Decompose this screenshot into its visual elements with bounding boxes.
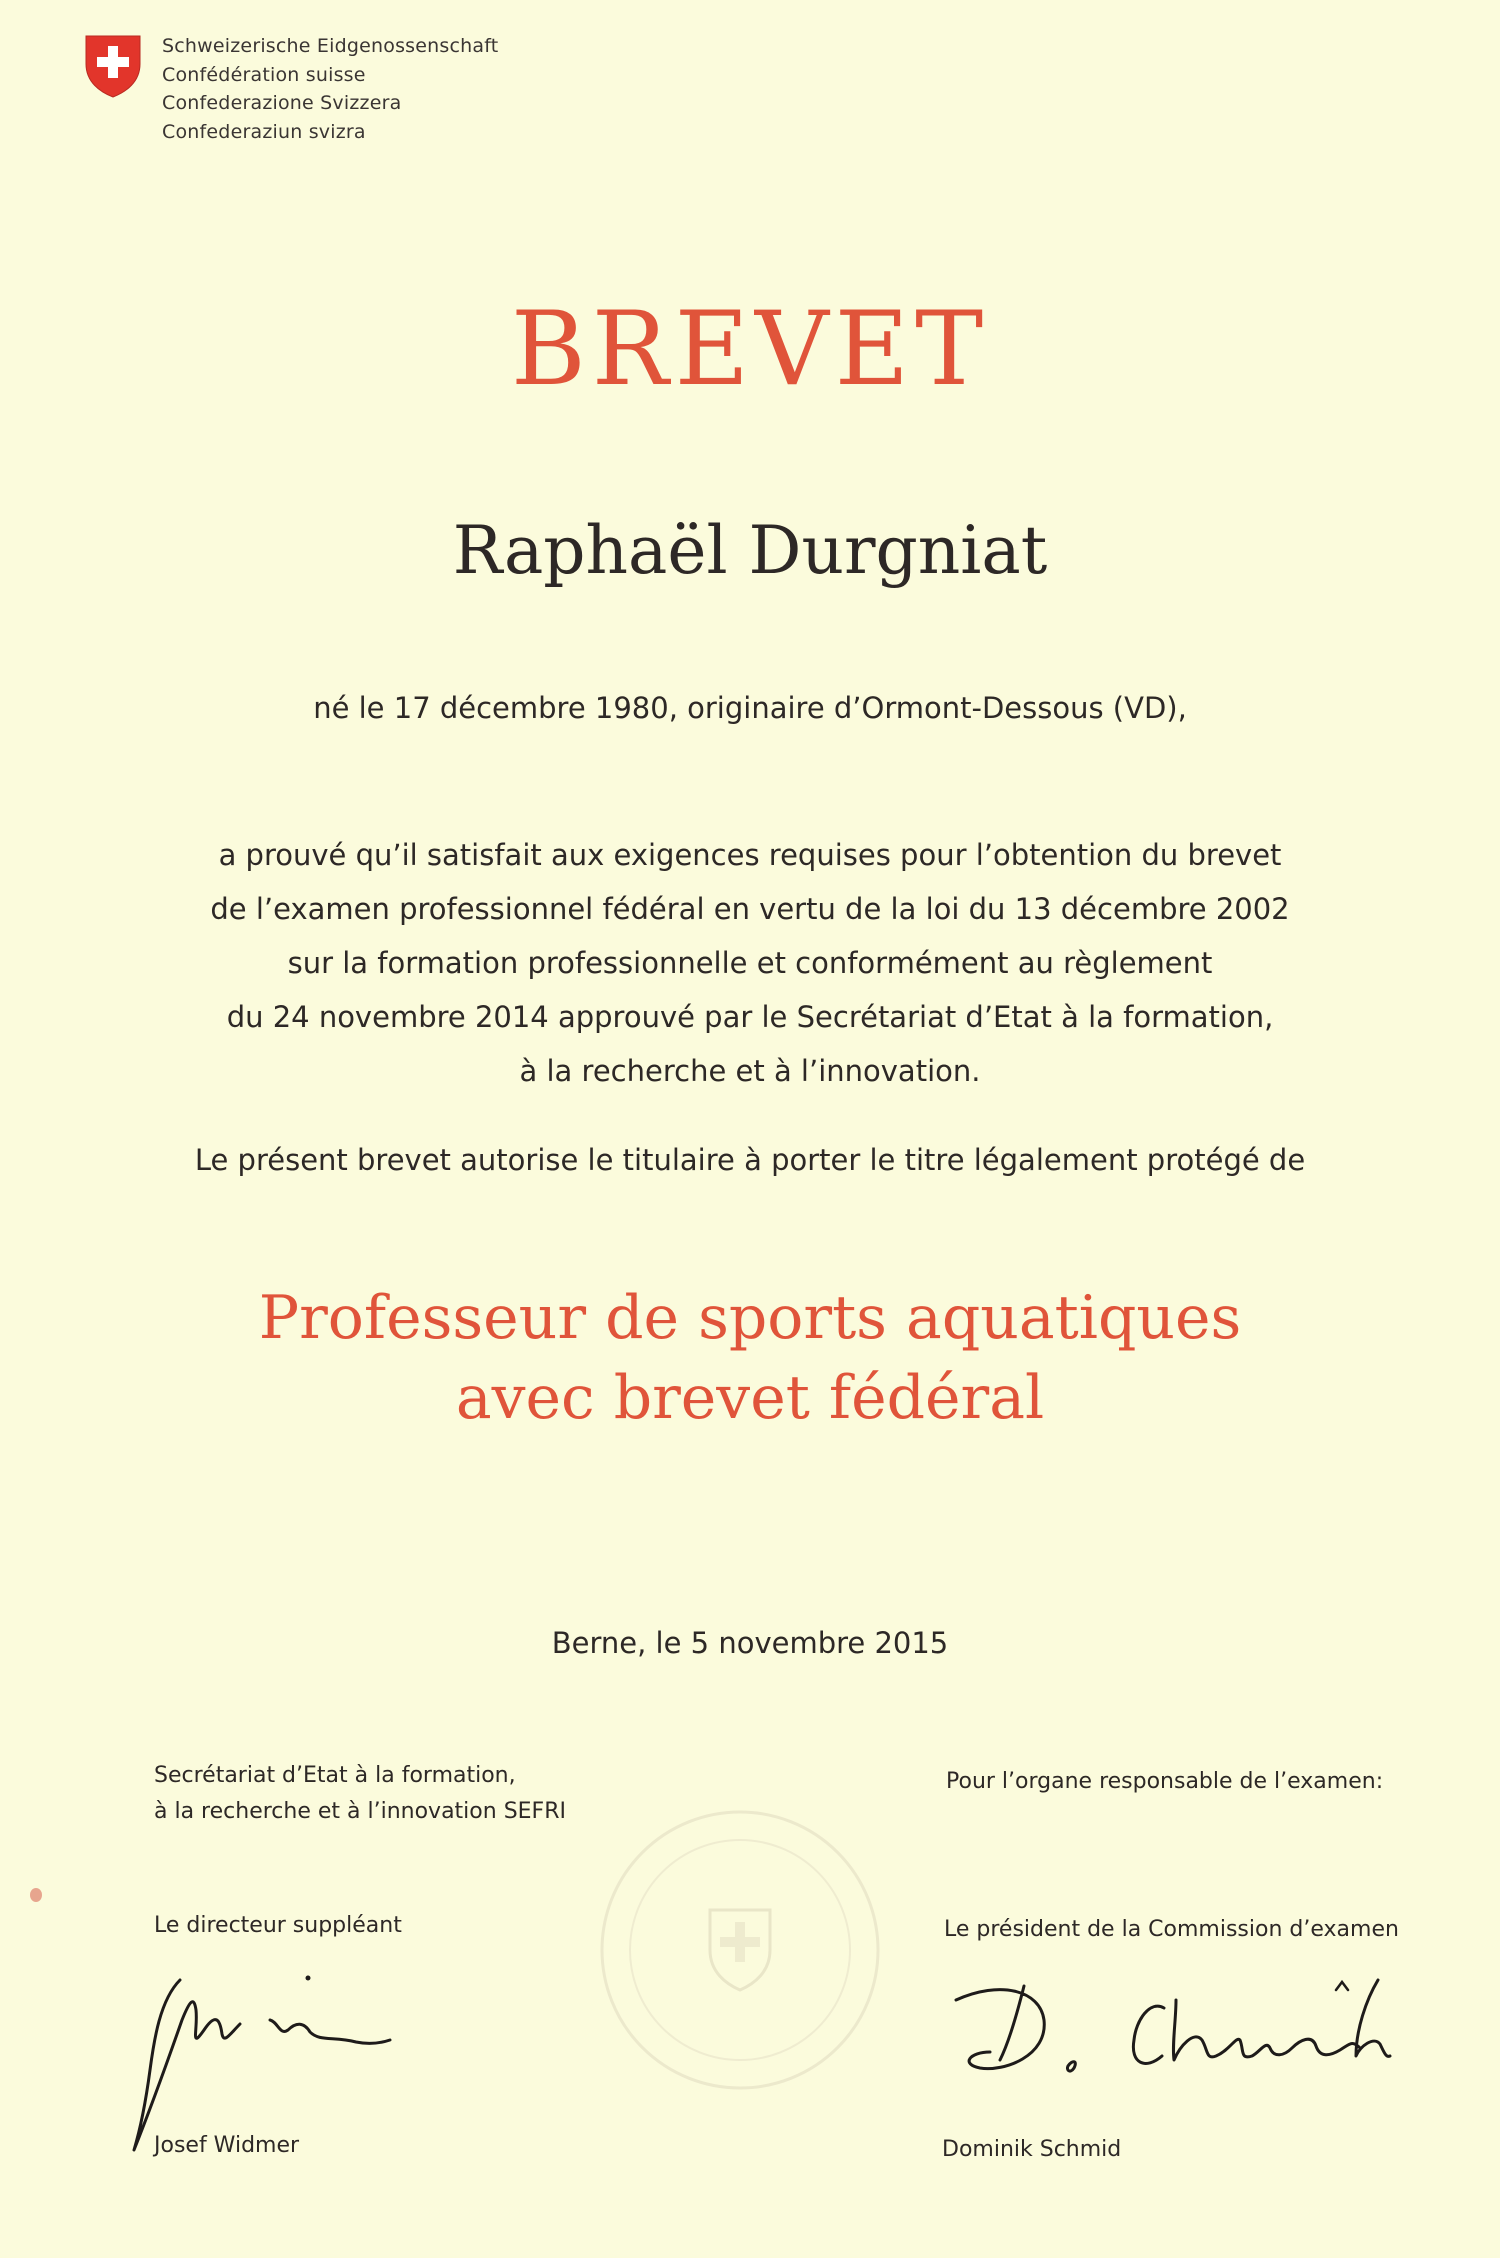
statement-paragraph [0,828,1500,1098]
statement-line: de l’examen professionnel fédéral en vertu de la loi du 13 décembre 2002 [210,892,1290,926]
director-role: Le directeur suppléant [154,1913,402,1938]
signature-right [940,1960,1420,2100]
statement-line: a prouvé qu’il satisfait aux exigences requises pour l’obtention du brevet [218,838,1282,872]
statement-line: sur la formation professionnelle et conformément au règlement [287,946,1213,980]
swiss-crest-icon [84,34,142,98]
profession-title [0,1278,1500,1438]
federation-name-fr: Confédération suisse [162,63,366,86]
director-name: Josef Widmer [154,2133,300,2158]
exam-organ-label: Pour l’organe responsable de l’examen: [946,1769,1384,1794]
profession-line: avec brevet fédéral [455,1363,1045,1433]
sefri-line: à la recherche et à l’innovation SEFRI [154,1799,566,1824]
federation-names [162,32,498,146]
federation-name-de: Schweizerische Eidgenossenschaft [162,35,499,57]
birth-line: né le 17 décembre 1980, originaire d’Ormont-Dessous (VD), [313,691,1187,725]
statement-line: à la recherche et à l’innovation. [519,1054,981,1088]
profession-line: Professeur de sports aquatiques [258,1283,1242,1353]
federation-name-it: Confederazione Svizzera [162,92,402,114]
place-date: Berne, le 5 novembre 2015 [551,1626,949,1660]
certificate-title: BREVET [510,290,990,409]
embossed-seal-icon [590,1800,890,2100]
holder-name: Raphaël Durgniat [452,512,1048,589]
president-role: Le président de la Commission d’examen [944,1917,1399,1942]
paper-mark [30,1888,42,1902]
sefri-line: Secrétariat d’Etat à la formation, [154,1763,516,1788]
federation-name-rm: Confederaziun svizra [162,120,366,143]
authorization-line: Le présent brevet autorise le titulaire à porter le titre légalement protégé de [194,1143,1306,1177]
sefri-institution [154,1758,566,1830]
statement-line: du 24 novembre 2014 approuvé par le Secrétariat d’Etat à la formation, [226,1000,1274,1034]
president-name: Dominik Schmid [942,2137,1122,2162]
